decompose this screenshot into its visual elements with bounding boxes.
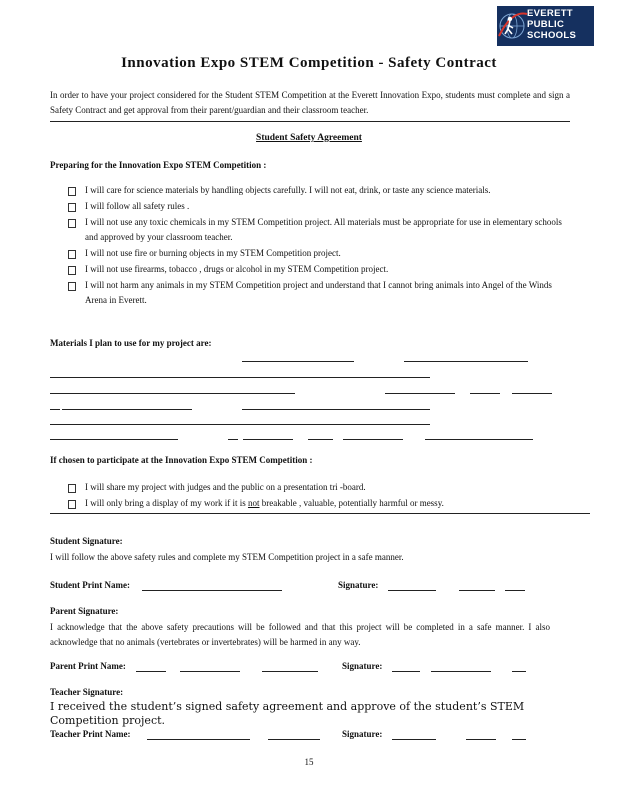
parent-signature-field[interactable] (431, 671, 491, 672)
materials-line[interactable] (50, 377, 430, 378)
student-signature-label: Signature: (338, 580, 379, 590)
list-item: I will care for science materials by handling objects carefully. I will not eat, drink, or taste any science materials. (68, 183, 568, 198)
participate-list (68, 480, 568, 512)
parent-signature-field[interactable] (392, 671, 420, 672)
materials-line[interactable] (50, 424, 430, 425)
teacher-signature-text: I received the student’s signed safety agreement and approve of the student’s STEM Competition project. (50, 700, 525, 727)
list-item: I will share my project with judges and the public on a presentation tri -board. (68, 480, 568, 495)
list-item: I will not harm any animals in my STEM Competition project and understand that I cannot bring animals into Angel of the Winds Arena in Everett. (68, 278, 568, 308)
materials-line[interactable] (243, 439, 293, 440)
materials-line[interactable] (343, 439, 403, 440)
logo-line-1: EVERETT (527, 8, 573, 19)
materials-line[interactable] (470, 393, 500, 394)
student-print-name-field[interactable] (142, 590, 282, 591)
preparing-list (68, 183, 568, 309)
teacher-signature-field[interactable] (392, 739, 436, 740)
checkbox-icon (68, 203, 76, 212)
agreement-heading: Student Safety Agreement (256, 133, 362, 143)
teacher-print-name-field[interactable] (147, 739, 250, 740)
emphasis-not: not (247, 498, 260, 508)
checkbox-icon (68, 250, 76, 259)
list-item: I will only bring a display of my work if it is not breakable , valuable, potentially harmful or messy. (68, 496, 568, 511)
teacher-signature-label: Signature: (342, 729, 383, 739)
checkbox-icon (68, 187, 76, 196)
student-signature-field[interactable] (505, 590, 525, 591)
teacher-signature-field[interactable] (512, 739, 526, 740)
student-signature-heading: Student Signature: (50, 536, 123, 546)
preparing-heading: Preparing for the Innovation Expo STEM Competition : (50, 160, 267, 170)
materials-line[interactable] (512, 393, 552, 394)
materials-line[interactable] (242, 409, 430, 410)
parent-print-name-label: Parent Print Name: (50, 661, 126, 671)
parent-print-name-field[interactable] (136, 671, 166, 672)
logo-line-2: PUBLIC (527, 19, 565, 30)
materials-line[interactable] (50, 393, 295, 394)
participate-heading: If chosen to participate at the Innovation Expo STEM Competition : (50, 455, 313, 465)
intro-paragraph: In order to have your project considered for the Student STEM Competition at the Everett Innovation Expo, students must complete and sign a Safety Contract and get approval from their parent/guardian and their classroom teacher. (50, 90, 570, 115)
materials-line[interactable] (308, 439, 333, 440)
checkbox-icon (68, 266, 76, 275)
materials-line[interactable] (385, 393, 455, 394)
checkbox-icon (68, 219, 76, 228)
everett-public-schools-logo (497, 6, 594, 46)
materials-line[interactable] (242, 361, 354, 362)
parent-signature-text: I acknowledge that the above safety precautions will be followed and that this project will be completed in a safe manner. I also acknowledge that no animals (vertebrates or invertebrates) will be harmed in any way. (50, 622, 550, 647)
materials-line[interactable] (404, 361, 528, 362)
teacher-signature-heading: Teacher Signature: (50, 687, 124, 697)
list-item: I will not use fire or burning objects in my STEM Competition project. (68, 246, 568, 261)
list-item: I will follow all safety rules . (68, 199, 568, 214)
divider (50, 513, 590, 514)
materials-line[interactable] (50, 439, 178, 440)
parent-print-name-field[interactable] (180, 671, 240, 672)
page-number: 15 (304, 757, 314, 767)
student-signature-text: I will follow the above safety rules and complete my STEM Competition project in a safe manner. (50, 552, 404, 562)
materials-line[interactable] (425, 439, 533, 440)
page-title: Innovation Expo STEM Competition - Safety Contract (121, 55, 497, 71)
list-item: I will not use firearms, tobacco , drugs or alcohol in my STEM Competition project. (68, 262, 568, 277)
parent-signature-heading: Parent Signature: (50, 606, 119, 616)
materials-line[interactable] (228, 439, 238, 440)
materials-line[interactable] (50, 409, 60, 410)
list-item: I will not use any toxic chemicals in my STEM Competition project. All materials must be appropriate for use in elementary schools and approved by your classroom teacher. (68, 215, 568, 245)
teacher-signature-field[interactable] (466, 739, 496, 740)
student-signature-field[interactable] (459, 590, 495, 591)
checkbox-icon (68, 484, 76, 493)
student-print-name-label: Student Print Name: (50, 580, 130, 590)
parent-print-name-field[interactable] (262, 671, 318, 672)
divider (50, 121, 570, 122)
teacher-print-name-label: Teacher Print Name: (50, 729, 131, 739)
parent-signature-label: Signature: (342, 661, 383, 671)
checkbox-icon (68, 282, 76, 291)
student-signature-field[interactable] (388, 590, 436, 591)
checkbox-icon (68, 500, 76, 509)
materials-line[interactable] (62, 409, 192, 410)
parent-signature-field[interactable] (512, 671, 526, 672)
logo-line-3: SCHOOLS (527, 30, 577, 41)
materials-label: Materials I plan to use for my project are: (50, 338, 212, 348)
teacher-print-name-field[interactable] (268, 739, 320, 740)
